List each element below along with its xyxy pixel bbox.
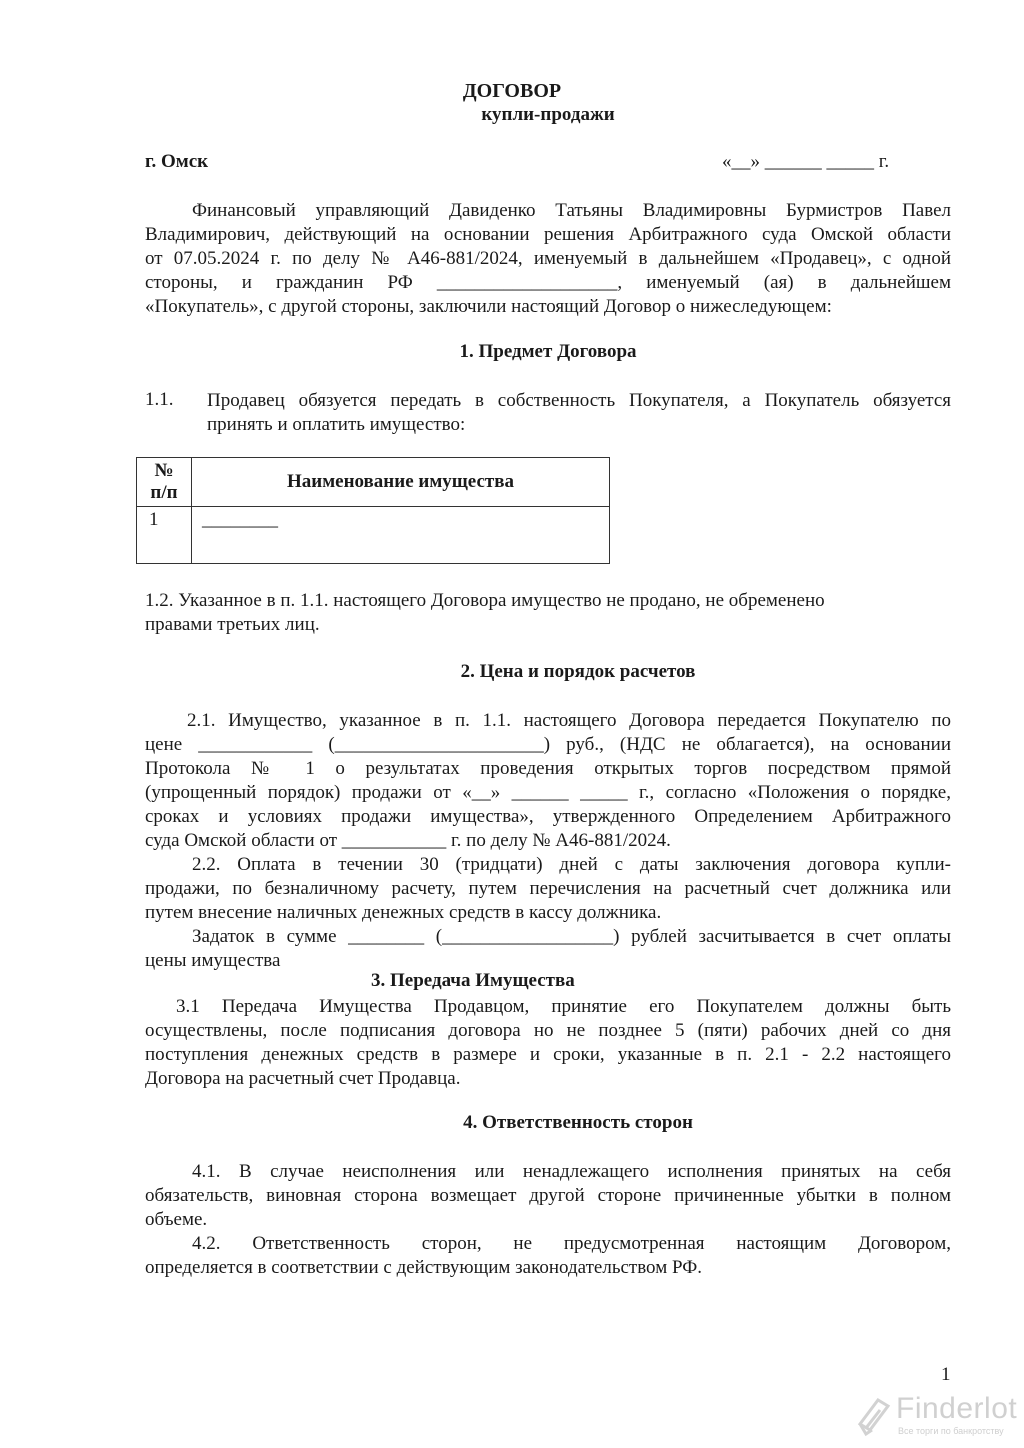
clause-2-1-line: 2.1. Имущество, указанное в п. 1.1. настоящего Договора передается Покупателю по (187, 710, 951, 731)
clause-1-1-line: принять и оплатить имущество: (207, 414, 466, 435)
clause-4-1-line: объеме. (145, 1209, 208, 1230)
preamble-line: стороны, и гражданин РФ ___________________, именуемый (ая) в дальнейшем (145, 272, 951, 293)
preamble-line: от 07.05.2024 г. по делу № А46-881/2024, именуемый в дальнейшем «Продавец», с одной (145, 248, 951, 269)
deposit-line: цены имущества (145, 950, 281, 971)
clause-4-1-line: 4.1. В случае неисполнения или ненадлежащего исполнения принятых на себя (192, 1161, 951, 1182)
clause-2-1-line: (упрощенный порядок) продажи от «__» ______ _____ г., согласно «Положения о порядке, (145, 782, 951, 803)
clause-2-2-line: продажи, по безналичному расчету, путем перечисления на расчетный счет должника или (145, 878, 951, 899)
clause-2-1-line: сроках и условиях продажи имущества», утвержденного Определением Арбитражного (145, 806, 951, 827)
table-row (137, 507, 610, 564)
section-2-heading: 2. Цена и порядок расчетов (460, 661, 696, 682)
city: г. Омск (145, 151, 209, 172)
preamble-line: «Покупатель», с другой стороны, заключили настоящий Договор о нижеследующем: (145, 296, 832, 317)
clause-2-1-line: суда Омской области от ___________ г. по делу № А46-881/2024. (145, 830, 671, 851)
clause-3-1-line: Договора на расчетный счет Продавца. (145, 1068, 461, 1089)
watermark-tagline: Все торги по банкротству (898, 1426, 1004, 1436)
cell-number: 1 (137, 507, 192, 564)
finderlot-logo-icon (856, 1394, 892, 1438)
table-header-row (137, 458, 610, 507)
section-3-heading: 3. Передача Имущества (371, 970, 575, 991)
column-header-number: № п/п (137, 458, 192, 507)
cell-name: ________ (192, 507, 610, 564)
clause-3-1-line: поступления денежных средств в размере и сроки, указанные в п. 2.1 - 2.2 настоящего (145, 1044, 951, 1065)
clause-2-2-line: 2.2. Оплата в течении 30 (тридцати) дней с даты заключения договора купли- (192, 854, 951, 875)
watermark-name: Finderlot (896, 1392, 1018, 1425)
clause-3-1-line: осуществлены, после подписания договора но не позднее 5 (пяти) рабочих дней со дня (145, 1020, 951, 1041)
watermark (856, 1392, 1024, 1442)
section-1-heading: 1. Предмет Договора (459, 341, 637, 362)
clause-1-1-number: 1.1. (145, 389, 174, 410)
document-subtitle: купли-продажи (481, 104, 615, 125)
clause-4-2-line: 4.2. Ответственность сторон, не предусмотренная настоящим Договором, (192, 1233, 951, 1254)
clause-2-2-line: путем внесение наличных денежных средств в кассу должника. (145, 902, 662, 923)
preamble-line: Владимирович, действующий на основании решения Арбитражного суда Омской области (145, 224, 951, 245)
contract-date: «__» ______ _____ г. (722, 151, 890, 172)
column-header-name: Наименование имущества (192, 458, 610, 507)
page-number: 1 (941, 1364, 951, 1385)
document-title: ДОГОВОР (462, 80, 562, 102)
clause-1-2-line: правами третьих лиц. (145, 614, 320, 635)
clause-4-1-line: обязательств, виновная сторона возмещает другой стороне причиненные убытки в полном (145, 1185, 951, 1206)
clause-2-1-line: Протокола № 1 о результатах проведения открытых торгов посредством прямой (145, 758, 951, 779)
clause-2-1-line: цене ____________ (______________________) руб., (НДС не облагается), на основании (145, 734, 951, 755)
section-4-heading: 4. Ответственность сторон (463, 1112, 693, 1133)
clause-3-1-line: 3.1 Передача Имущества Продавцом, принятие его Покупателем должны быть (176, 996, 951, 1017)
property-table (136, 457, 610, 564)
clause-4-2-line: определяется в соответствии с действующим законодательством РФ. (145, 1257, 702, 1278)
clause-1-2-line: 1.2. Указанное в п. 1.1. настоящего Договора имущество не продано, не обременено (145, 590, 825, 611)
deposit-line: Задаток в сумме ________ (__________________) рублей засчитывается в счет оплаты (192, 926, 951, 947)
preamble-line: Финансовый управляющий Давиденко Татьяны Владимировны Бурмистров Павел (192, 200, 951, 221)
clause-1-1-line: Продавец обязуется передать в собственность Покупателя, а Покупатель обязуется (207, 390, 951, 411)
